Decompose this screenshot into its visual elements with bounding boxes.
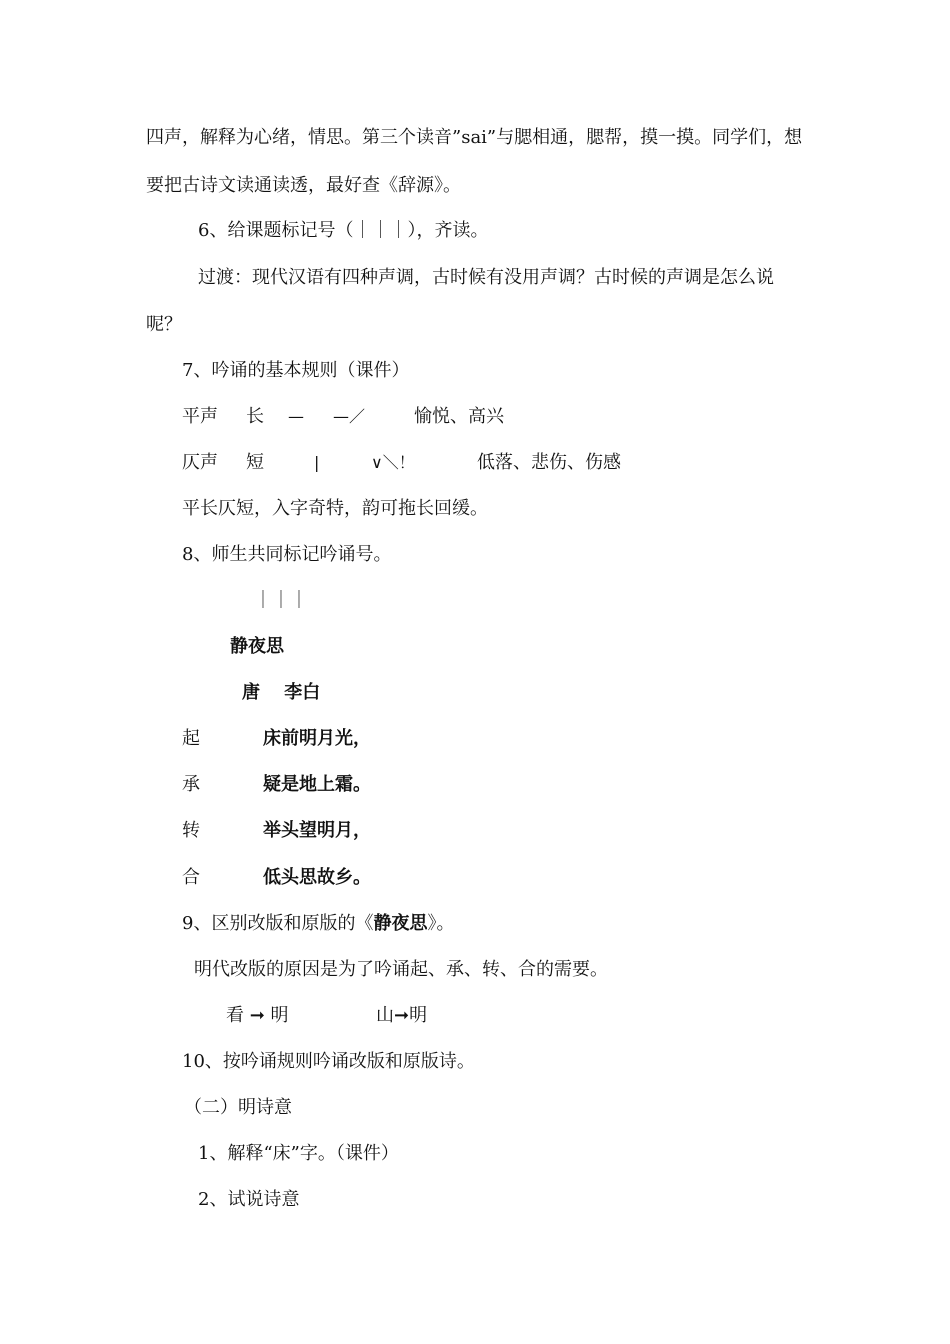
ming-reason: 明代改版的原因是为了吟诵起、承、转、合的需要。 [194, 959, 608, 980]
sub-item-1: 1、解释“床”字。（课件） [198, 1143, 399, 1164]
item-9-suffix: 》。 [427, 913, 455, 934]
chanting-rule: 平长仄短，入字奇特，韵可拖长回缓。 [182, 498, 488, 519]
ping-mark: —／ [333, 407, 366, 426]
ze-mark: | [314, 453, 320, 472]
ping-length: 长 [246, 406, 264, 427]
item-9 [182, 912, 454, 936]
poem-line-tag: 承 [182, 774, 200, 795]
item-6: 6、给课题标记号（｜｜｜），齐读。 [198, 220, 489, 241]
poem-line-tag: 转 [182, 820, 200, 841]
poem-line-text: 举头望明月， [263, 820, 371, 841]
ping-meaning: 愉悦、高兴 [414, 406, 504, 427]
sub-item-2: 2、试说诗意 [198, 1189, 300, 1210]
item-9-prefix: 9、区别改版和原版的《 [182, 913, 374, 934]
poem-author: 唐 李白 [242, 682, 321, 703]
ze-mark: ∨＼！ [371, 453, 415, 472]
section-heading: （二）明诗意 [184, 1097, 292, 1118]
paragraph-line: 四声，解释为心绪，情思。第三个读音”sai”与腮相通，腮帮，摸一摸。同学们，想 [146, 127, 803, 148]
item-10: 10、按吟诵规则吟诵改版和原版诗。 [182, 1051, 475, 1072]
item-8: 8、师生共同标记吟诵号。 [182, 544, 392, 565]
poem-line-text: 床前明月光， [263, 728, 371, 749]
chant-marks: ｜｜｜ [254, 590, 308, 611]
change-2: 山➞明 [376, 1005, 428, 1026]
transition-line: 过渡：现代汉语有四种声调，古时候有没用声调？古时候的声调是怎么说 [198, 267, 774, 288]
item-9-title: 静夜思 [373, 913, 428, 934]
poem-title: 静夜思 [230, 636, 284, 657]
change-1: 看 ➞ 明 [226, 1005, 289, 1026]
poem-line-text: 低头思故乡。 [263, 867, 371, 888]
ze-label: 仄声 [182, 452, 218, 473]
poem-line-tag: 合 [182, 867, 200, 888]
ze-length: 短 [246, 452, 264, 473]
poem-line-tag: 起 [182, 728, 200, 749]
ping-label: 平声 [182, 406, 218, 427]
ping-mark: — [288, 407, 304, 426]
paragraph-line: 要把古诗文读通读透，最好查《辞源》。 [146, 175, 461, 196]
transition-line: 呢？ [146, 314, 182, 335]
poem-line-text: 疑是地上霜。 [263, 774, 371, 795]
item-7: 7、吟诵的基本规则（课件） [182, 360, 410, 381]
ze-meaning: 低落、悲伤、伤感 [477, 452, 621, 473]
